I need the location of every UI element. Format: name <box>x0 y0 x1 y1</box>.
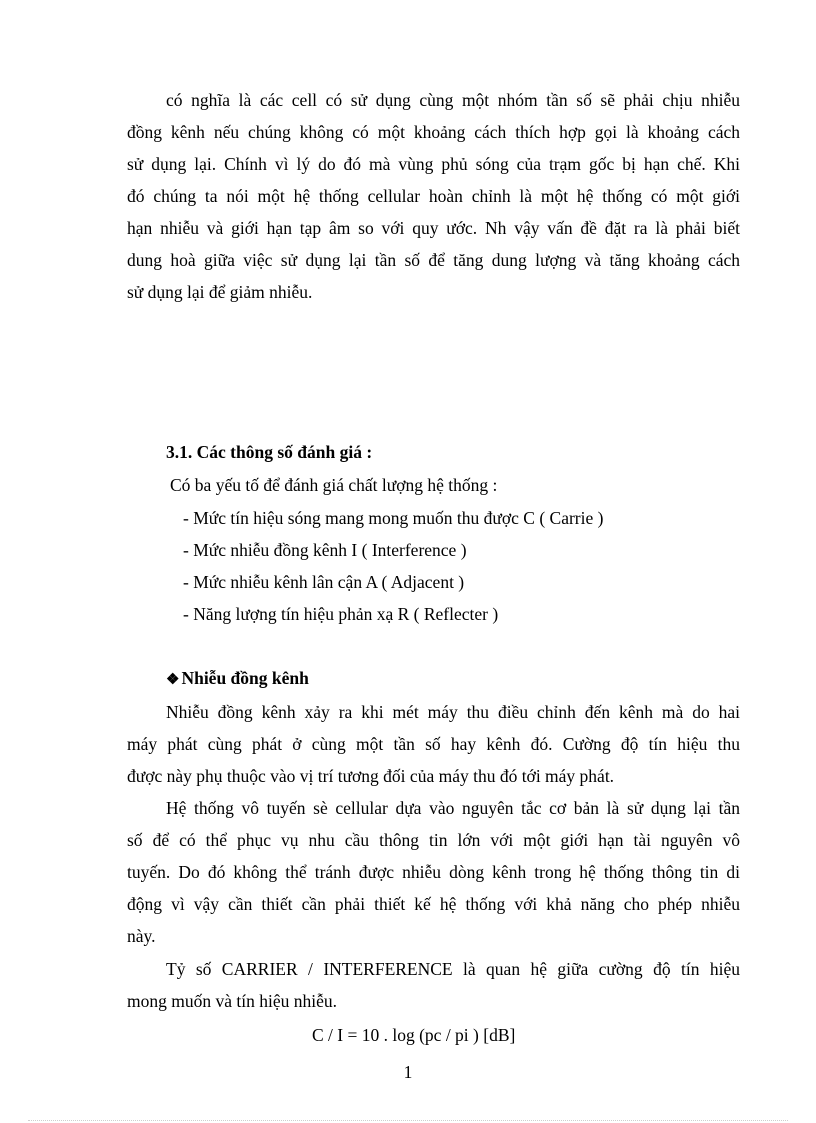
list-item: - Mức nhiễu kênh lân cận A ( Adjacent ) <box>183 572 465 592</box>
paragraph-line: mong muốn và tín hiệu nhiễu. <box>127 991 337 1011</box>
paragraph-line: số để có thể phục vụ nhu cầu thông tin lớn với một giới hạn tài nguyên vô <box>127 830 740 850</box>
paragraph-line: hạn nhiễu và giới hạn tạp âm so với quy ước. Nh vậy vấn đề đặt ra là phải biết <box>127 218 740 238</box>
subheading <box>166 667 779 691</box>
intro-text: Có ba yếu tố để đánh giá chất lượng hệ thống : <box>170 475 498 495</box>
section-heading: 3.1. Các thông số đánh giá : <box>166 442 373 462</box>
paragraph-line: đồng kênh nếu chúng không có một khoảng cách thích hợp gọi là khoảng cách <box>127 122 740 142</box>
formula: C / I = 10 . log (pc / pi ) [dB] <box>312 1025 516 1045</box>
list-item: - Mức tín hiệu sóng mang mong muốn thu được C ( Carrie ) <box>183 508 604 528</box>
footer-divider <box>28 1120 788 1121</box>
subheading-text: Nhiễu đồng kênh <box>181 668 309 688</box>
paragraph-line: Nhiễu đồng kênh xảy ra khi mét máy thu điều chỉnh đến kênh mà do hai <box>166 702 740 722</box>
paragraph-line: Hệ thống vô tuyến sè cellular dựa vào nguyên tắc cơ bản là sử dụng lại tần <box>166 798 740 818</box>
list-item: - Năng lượng tín hiệu phản xạ R ( Reflecter ) <box>183 604 499 624</box>
paragraph-line: sử dụng lại để giảm nhiễu. <box>127 282 313 302</box>
paragraph-line: động vì vậy cần thiết cần phải thiết kế hệ thống với khả năng cho phép nhiễu <box>127 894 740 914</box>
paragraph-line: đó chúng ta nói một hệ thống cellular hoàn chỉnh là một hệ thống có một giới <box>127 186 740 206</box>
paragraph-line: máy phát cùng phát ở cùng một tần số hay kênh đó. Cường độ tín hiệu thu <box>127 734 740 754</box>
page-number: 1 <box>403 1062 413 1082</box>
paragraph-line: dung hoà giữa việc sử dụng lại tần số để tăng dung lượng và tăng khoảng cách <box>127 250 740 270</box>
paragraph-line: tuyến. Do đó không thể tránh được nhiễu dòng kênh trong hệ thống thông tin di <box>127 862 740 882</box>
paragraph-line: sử dụng lại. Chính vì lý do đó mà vùng phủ sóng của trạm gốc bị hạn chế. Khi <box>127 154 740 174</box>
list-item: - Mức nhiễu đồng kênh I ( Interference ) <box>183 540 467 560</box>
paragraph-line: Tỷ số CARRIER / INTERFERENCE là quan hệ giữa cường độ tín hiệu <box>166 959 740 979</box>
paragraph-line: này. <box>127 926 156 946</box>
diamond-bullet-icon: ❖ <box>166 672 180 688</box>
paragraph-line: được này phụ thuộc vào vị trí tương đối của máy thu đó tới máy phát. <box>127 766 615 786</box>
paragraph-line: có nghĩa là các cell có sử dụng cùng một nhóm tần số sẽ phải chịu nhiễu <box>166 90 740 110</box>
